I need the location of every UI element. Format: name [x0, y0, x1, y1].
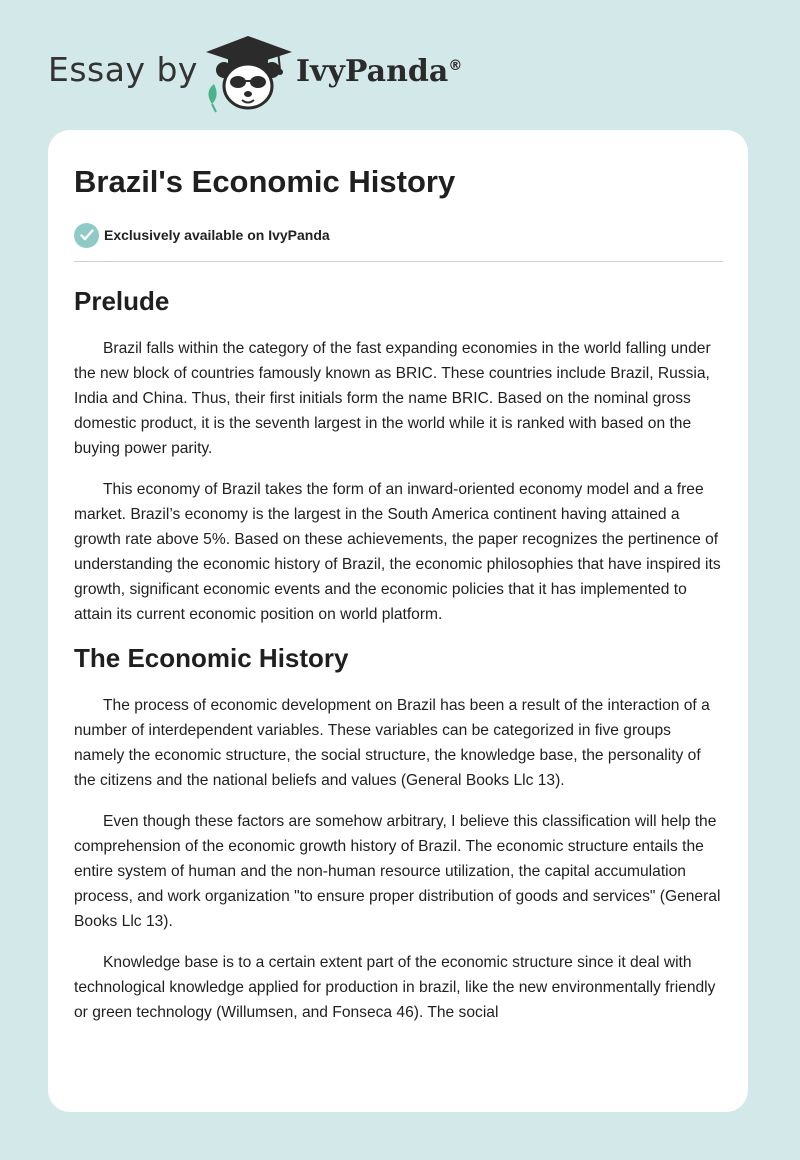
section-heading: The Economic History: [74, 643, 349, 673]
page-title: Brazil's Economic History: [74, 164, 456, 199]
divider: [74, 261, 723, 262]
essay-card: [48, 130, 748, 1112]
paragraph: Knowledge base is to a certain extent part of the economic structure since it deal with technological knowledge applied for production in brazil, like the new environmentally friendly or green technology (Willumsen, and Fonseca 46). The social: [74, 954, 716, 1021]
site-header: [0, 0, 800, 130]
paragraph: This economy of Brazil takes the form of an inward-oriented economy model and a free market. Brazil’s economy is the largest in the South America continent having attained a growth rate above 5%. Based on these achievements, the paper recognizes the pertinence of understanding the economic history of Brazil, the economic philosophies that have inspired its growth, significant economic events and the economic policies that it has implemented to attain its current economic position on world platform.: [74, 481, 721, 623]
essay-body: [74, 280, 724, 1041]
registered-mark: ®: [448, 58, 463, 74]
essay-by-label: Essay by: [48, 50, 198, 89]
paragraph: The process of economic development on Brazil has been a result of the interaction of a number of interdependent variables. These variables can be categorized in five groups namely the economic structure, the social structure, the knowledge base, the personality of the citizens and the national beliefs and values (General Books Llc 13).: [74, 697, 710, 789]
panda-logo-icon[interactable]: [200, 34, 300, 114]
paragraph: Even though these factors are somehow arbitrary, I believe this classification will help the comprehension of the economic growth history of Brazil. The economic structure entails the entire system of human and the non-human resource utilization, the capital accumulation process, and work organization "to ensure proper distribution of goods and services" (General Books Llc 13).: [74, 813, 721, 930]
paragraph: Brazil falls within the category of the fast expanding economies in the world falling under the new block of countries famously known as BRIC. These countries include Brazil, Russia, India and China. Thus, their first initials form the name BRIC. Based on the nominal gross domestic product, it is the seventh largest in the world while it is ranked with based on the buying power parity.: [74, 340, 711, 457]
brand-name[interactable]: [296, 54, 462, 89]
check-circle-icon: [74, 223, 99, 248]
badge-label: Exclusively available on IvyPanda: [104, 227, 330, 243]
exclusive-badge: [74, 222, 330, 248]
section-heading: Prelude: [74, 286, 170, 316]
brand-text: IvyPanda: [296, 54, 449, 89]
